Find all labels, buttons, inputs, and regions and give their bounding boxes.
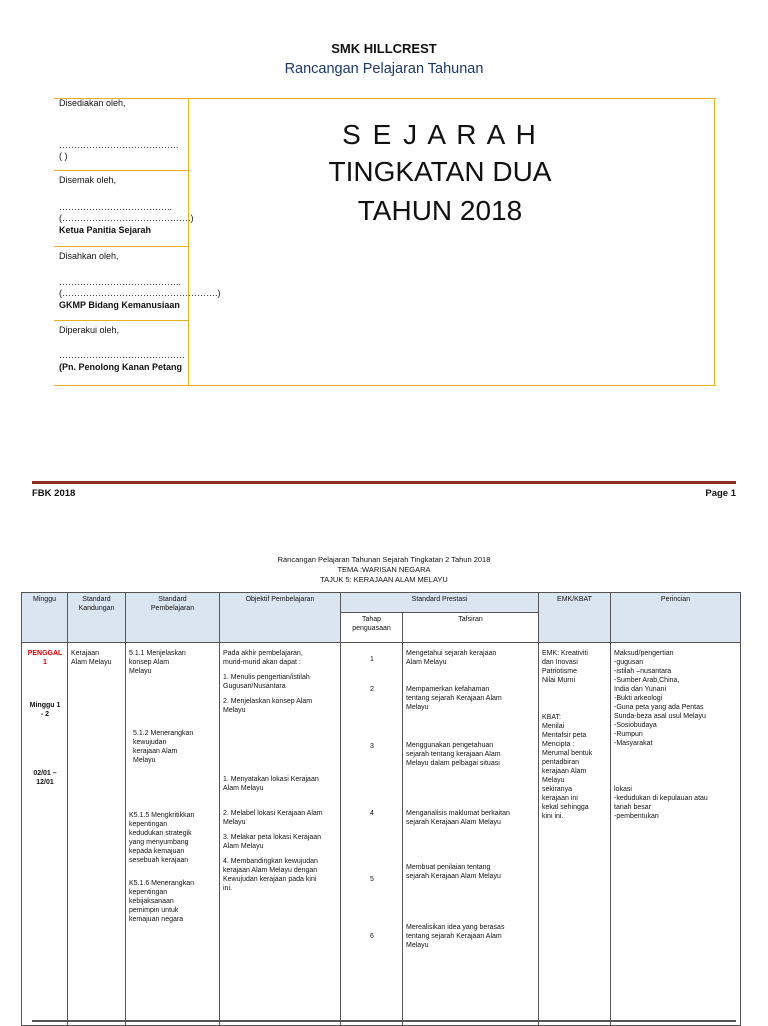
- header-standard-pembelajaran: Standard Pembelajaran: [126, 593, 220, 643]
- signature-approved-name: (…………………………………………….): [59, 288, 221, 298]
- tafsiran-item: Menggunakan pengetahuan sejarah tentang kerajaan Alam Melayu dalam pelbagai situasi: [406, 742, 501, 767]
- objektif-item: 3. Melakar peta lokasi Kerajaan Alam Melayu: [223, 834, 322, 850]
- lesson-plan-table: [21, 592, 741, 1026]
- signature-approved-role: GKMP Bidang Kemanusiaan: [59, 300, 180, 310]
- tafsiran-item: Mengetahui sejarah kerajaan Alam Melayu: [406, 650, 497, 666]
- sp-item-5-1-1: 5.1.1 Menjelaskan konsep Alam Melayu: [129, 650, 186, 675]
- page-number: Page 1: [705, 488, 736, 499]
- signature-approved-label: Disahkan oleh,: [59, 251, 119, 261]
- frame-bottom-border: [54, 385, 716, 386]
- cover-form: TINGKATAN DUA: [328, 156, 552, 187]
- perincian-item: lokasi -kedudukan di kepulauan atau tanah besar -pembentukan: [614, 786, 708, 820]
- signature-reviewed-label: Disemak oleh,: [59, 175, 117, 185]
- footer-left: FBK 2018: [32, 488, 76, 499]
- signature-endorsed-label: Diperakui oleh,: [59, 325, 120, 335]
- objektif-item: 2. Melabel lokasi Kerajaan Alam Melayu: [223, 810, 323, 826]
- signature-reviewed-name: (…………………………………….): [59, 213, 194, 223]
- frame-right-border: [714, 98, 715, 386]
- tahap-number: 3: [370, 743, 374, 750]
- signature-separator: [54, 320, 188, 321]
- school-name: SMK HILLCREST: [331, 41, 437, 56]
- header-emk-kbat: EMK/KBAT: [539, 593, 611, 643]
- header-objektif: Objektif Pembelajaran: [220, 593, 341, 643]
- signature-separator: [54, 170, 188, 171]
- objektif-item: 1. Menyatakan lokasi Kerajaan Alam Melayu: [223, 776, 319, 792]
- signature-column-divider: [188, 98, 189, 386]
- cell-minggu: [22, 643, 68, 1026]
- tahap-number: 4: [370, 810, 374, 817]
- cell-standard-pembelajaran: [126, 643, 220, 1026]
- date-range: 02/01 – 12/01: [33, 770, 57, 786]
- objektif-item: 2. Menjelaskan konsep Alam Melayu: [223, 698, 313, 714]
- tafsiran-item: Membuat penilaian tentang sejarah Kerajaan Alam Melayu: [406, 864, 501, 880]
- week-range: Minggu 1 - 2: [29, 702, 61, 718]
- header-standard-kandungan: Standard Kandungan: [68, 593, 126, 643]
- sp-item-k5-1-5: K5.1.5 Mengkritikkan kepentingan kedudukan strategik yang menyumbang kepada kemajuan sesebuah kerajaan: [129, 812, 195, 864]
- tafsiran-item: Merealisikan idea yang berasas tentang sejarah Kerajaan Alam Melayu: [406, 924, 505, 949]
- signature-prepared-line: ………………………………….: [59, 140, 179, 150]
- signature-endorsed-role: (Pn. Penolong Kanan Petang: [59, 362, 183, 372]
- cell-tahap: [341, 643, 403, 1026]
- header-perincian: Perincian: [611, 593, 741, 643]
- cell-tafsiran: [403, 643, 539, 1026]
- frame-top-border: [54, 98, 716, 99]
- tahap-number: 5: [370, 876, 374, 883]
- report-topic: TAJUK 5: KERAJAAN ALAM MELAYU: [320, 575, 448, 584]
- sp-item-5-1-2: 5.1.2 Menerangkan kewujudan kerajaan Alam Melayu: [133, 730, 194, 764]
- report-title: Rancangan Pelajaran Tahunan Sejarah Tingkatan 2 Tahun 2018: [277, 555, 491, 564]
- objektif-item: 1. Menulis pengertian/istilah Gugusan/Nusantara: [223, 674, 310, 690]
- bottom-rule: [32, 1020, 736, 1022]
- footer-rule: [32, 481, 736, 484]
- objektif-item: 4. Membandingkan kewujudan kerajaan Alam Melayu dengan Kewujudan kerajaan pada kini ini.: [223, 858, 318, 892]
- standard-kandungan-text: Kerajaan Alam Melayu: [71, 650, 112, 666]
- header-tafsiran: Tafsiran: [403, 613, 539, 643]
- tahap-number: 1: [370, 656, 374, 663]
- signature-endorsed-line: ……………………………………: [59, 350, 185, 360]
- cell-emk-kbat: [539, 643, 611, 1026]
- cover-year: TAHUN 2018: [357, 195, 523, 226]
- cell-standard-kandungan: [68, 643, 126, 1026]
- header-standard-prestasi: Standard Prestasi: [341, 593, 539, 613]
- kbat-text: KBAT: Menilai Mentafsir peta Mencipta : Merumal bentuk pentadbiran kerajaan Alam Melayu sekiranya kerajaan ini kekal sehingga kini ini.: [542, 714, 593, 820]
- cell-objektif: [220, 643, 341, 1026]
- term-label: PENGGAL 1: [27, 650, 63, 666]
- cell-perincian: [611, 643, 741, 1026]
- sp-item-k5-1-6: K5.1.6 Menerangkan kepentingan kebijaksanaan pemimpin untuk kemajuan negara: [129, 880, 194, 923]
- header-minggu: Minggu: [22, 593, 68, 643]
- tahap-number: 6: [370, 933, 374, 940]
- signature-separator: [54, 246, 188, 247]
- header-tahap: Tahap penguasaan: [341, 613, 403, 643]
- document-subtitle: Rancangan Pelajaran Tahunan: [284, 61, 484, 77]
- signature-prepared-name: ( ): [59, 151, 68, 161]
- tahap-number: 2: [370, 686, 374, 693]
- signature-prepared-label: Disediakan oleh,: [59, 98, 126, 108]
- perincian-item: Maksud/pengertian -gugusan -istilah –nusantara -Sumber Arab,China, India dan Yunani -Bukti arkeologi -Guna peta yang ada Pentas Sunda-beza asal usul Melayu -Sosiobudaya -Rumpun -Masyarakat: [614, 650, 706, 747]
- signature-reviewed-line: ………………………………..: [59, 202, 173, 212]
- tafsiran-item: Mempamerkan kefahaman tentang sejarah Kerajaan Alam Melayu: [406, 686, 502, 711]
- tafsiran-item: Menganalisis maklumat berkaitan sejarah Kerajaan Alam Melayu: [406, 810, 510, 826]
- cover-subject: S E J A R A H: [342, 119, 538, 150]
- report-theme: TEMA :WARISAN NEGARA: [337, 565, 431, 574]
- signature-approved-line: …………………………………..: [59, 277, 182, 287]
- objektif-intro: Pada akhir pembelajaran, murid-murid akan dapat :: [223, 650, 303, 666]
- emk-text: EMK: Kreativiti dan Inovasi Patriotisme Nilai Murni: [542, 650, 588, 684]
- signature-reviewed-role: Ketua Panitia Sejarah: [59, 225, 152, 235]
